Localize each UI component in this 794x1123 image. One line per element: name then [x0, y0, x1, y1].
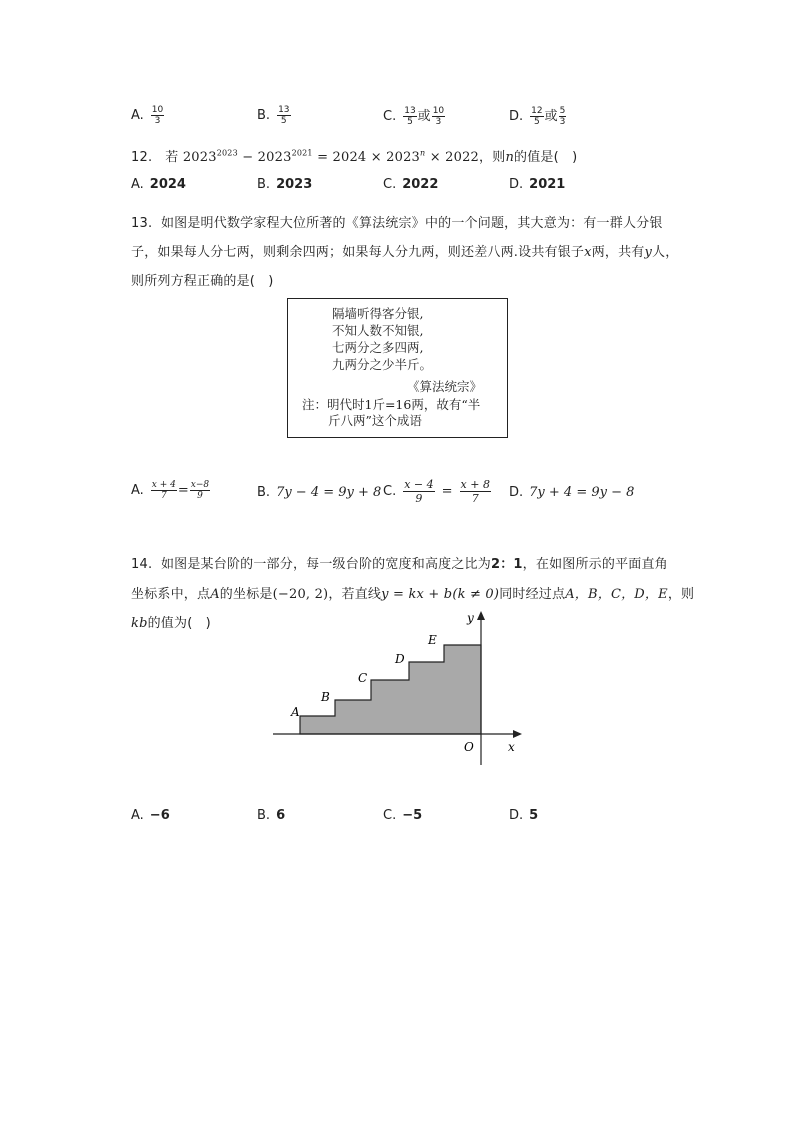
option-letter: A. [131, 177, 144, 192]
equals-sign: = [441, 484, 453, 499]
stem-text: 如图是明代数学家程大位所著的《算法统宗》中的一个问题，其大意为：有一群人分银 [160, 216, 663, 231]
q12-option-d[interactable] [509, 177, 565, 192]
option-letter: D. [509, 485, 524, 500]
label-c: C [358, 671, 368, 685]
q14-option-b[interactable] [257, 808, 285, 823]
staircase-figure [270, 608, 530, 770]
or-word: 或 [417, 109, 431, 124]
x-axis-arrow-icon [513, 730, 522, 738]
math-exponent: 2021 [291, 148, 313, 158]
option-expression: 7y − 4 = 9y + 8 [276, 485, 382, 500]
denominator: 3 [435, 117, 442, 127]
stem-text: 子，如果每人分七两，则剩余四两；如果每人分九两，则还差八两.设共有银子 [131, 245, 585, 260]
math-rhs: × 2022 [425, 150, 480, 165]
stem-text: 如图是某台阶的一部分，每一级台阶的宽度和高度之比为 [160, 557, 491, 572]
math-var: y [644, 245, 653, 260]
stem-text: 同时经过点 [499, 587, 566, 602]
option-letter: B. [257, 177, 271, 192]
q13-option-b[interactable] [257, 485, 381, 500]
option-value: 2021 [529, 177, 566, 192]
option-expression: 7y + 4 = 9y − 8 [529, 485, 635, 500]
fraction [151, 480, 177, 501]
fraction [559, 106, 567, 127]
option-letter: D. [509, 808, 524, 823]
q13-line3 [131, 270, 274, 289]
denominator: 3 [154, 116, 161, 126]
poem-line: 九两分之少半斤。 [332, 357, 433, 372]
stem-text: 则所列方程正确的是( ) [131, 274, 274, 289]
stem-text: 的值是( ) [514, 150, 578, 165]
fraction [432, 106, 445, 127]
option-value: 2024 [149, 177, 186, 192]
y-axis-arrow-icon [477, 611, 485, 620]
q14-option-c[interactable] [383, 808, 422, 823]
q11-option-d[interactable] [509, 105, 567, 127]
q14-option-d[interactable] [509, 808, 538, 823]
stem-text: 的值为( ) [147, 616, 211, 631]
math-var: A [210, 587, 220, 602]
q14-option-a[interactable] [131, 808, 170, 823]
denominator: 7 [471, 492, 479, 505]
option-letter: C. [383, 484, 397, 499]
denominator: 3 [559, 117, 566, 127]
q14-line1 [131, 553, 668, 572]
poem-note: 注：明代时1斤=16两，故有“半 [302, 397, 481, 412]
option-letter: A. [131, 483, 144, 498]
q14-line2 [131, 583, 694, 602]
fraction [403, 478, 434, 505]
q11-option-a[interactable] [131, 105, 165, 126]
option-letter: A. [131, 808, 144, 823]
option-value: 2022 [402, 177, 439, 192]
math-var: x [584, 245, 592, 260]
math-base: 2023 [257, 150, 292, 165]
stem-text: ，则 [479, 150, 506, 165]
numerator: 12 [531, 106, 543, 116]
stem-text: ，则 [667, 587, 695, 602]
stem-text: ，在如图所示的平面直角 [522, 557, 668, 572]
fraction [530, 106, 543, 127]
fraction [277, 105, 290, 126]
or-word: 或 [544, 109, 558, 124]
point-list: A，B，C，D，E [565, 587, 668, 602]
math-base: 2023 [182, 150, 217, 165]
poem-note: 斤八两”这个成语 [328, 413, 422, 428]
q12-stem [131, 146, 577, 165]
label-y: y [467, 611, 474, 625]
stem-text: 的坐标是 [219, 587, 273, 602]
numerator: 5 [559, 106, 566, 116]
option-letter: B. [257, 108, 271, 123]
fraction [460, 478, 491, 505]
q13-option-c[interactable] [383, 478, 492, 505]
stem-text: 人， [652, 245, 679, 260]
question-number: 13. [131, 216, 153, 231]
poem-line: 七两分之多四两, [332, 340, 424, 355]
q13-line1 [131, 212, 663, 231]
equals-sign: = [177, 483, 189, 498]
numerator: 13 [404, 106, 416, 116]
math-var: n [505, 150, 515, 165]
q14-line3 [131, 612, 211, 631]
denominator: 7 [160, 491, 167, 501]
q11-option-c[interactable] [383, 105, 446, 127]
numerator: x + 4 [151, 480, 176, 490]
ratio: 2：1 [490, 557, 523, 572]
numerator: x − 4 [404, 478, 434, 491]
option-letter: B. [257, 808, 271, 823]
question-number: 14. [131, 557, 153, 572]
q12-option-a[interactable] [131, 177, 186, 192]
fraction [151, 105, 164, 126]
q12-option-b[interactable] [257, 177, 312, 192]
denominator: 5 [407, 117, 413, 127]
math-var: kb [131, 616, 148, 631]
option-value: −5 [402, 808, 423, 823]
label-origin: O [464, 740, 474, 754]
denominator: 9 [415, 492, 423, 505]
poem-line: 隔墙听得客分银, [332, 306, 424, 321]
q12-option-c[interactable] [383, 177, 438, 192]
label-x: x [508, 740, 515, 754]
fraction [403, 106, 416, 127]
label-a: A [291, 705, 300, 719]
option-value: −6 [149, 808, 170, 823]
denominator: 5 [280, 116, 287, 126]
label-d: D [395, 652, 405, 666]
numerator: x−8 [190, 480, 210, 490]
q13-option-a[interactable] [131, 480, 211, 501]
poem-line: 不知人数不知银, [332, 323, 424, 338]
stem-text: 两，共有 [591, 245, 645, 260]
numerator: 13 [278, 105, 290, 115]
option-letter: D. [509, 177, 524, 192]
denominator: 9 [197, 491, 203, 501]
option-letter: A. [131, 108, 144, 123]
label-b: B [321, 690, 330, 704]
coordinate: (−20, 2) [272, 587, 329, 602]
stem-text: 坐标系中，点 [131, 587, 211, 602]
numerator: x + 8 [460, 478, 490, 491]
numerator: 10 [432, 106, 445, 116]
question-number: 12. [131, 150, 153, 165]
denominator: 5 [534, 117, 540, 127]
option-value: 6 [276, 808, 286, 823]
poem-box [287, 298, 508, 438]
option-letter: C. [383, 808, 397, 823]
math-exponent: n [420, 148, 426, 158]
stem-text: ，若直线 [328, 587, 382, 602]
option-value: 5 [529, 808, 539, 823]
numerator: 10 [151, 105, 164, 115]
line-equation: y = kx + b(k ≠ 0) [381, 587, 500, 602]
poem-source: 《算法统宗》 [407, 379, 483, 394]
math-exponent: 2023 [216, 148, 238, 158]
option-letter: C. [383, 177, 397, 192]
option-letter: C. [383, 109, 397, 124]
stem-prefix: 若 [165, 150, 179, 165]
q11-option-b[interactable] [257, 105, 292, 126]
q13-option-d[interactable] [509, 485, 634, 500]
q13-line2 [131, 241, 678, 260]
option-letter: D. [509, 109, 524, 124]
option-value: 2023 [276, 177, 313, 192]
option-letter: B. [257, 485, 271, 500]
math-rhs: = 2024 × 2023 [317, 150, 421, 165]
math-minus: − [242, 150, 254, 165]
label-e: E [428, 633, 437, 647]
fraction [190, 480, 210, 501]
